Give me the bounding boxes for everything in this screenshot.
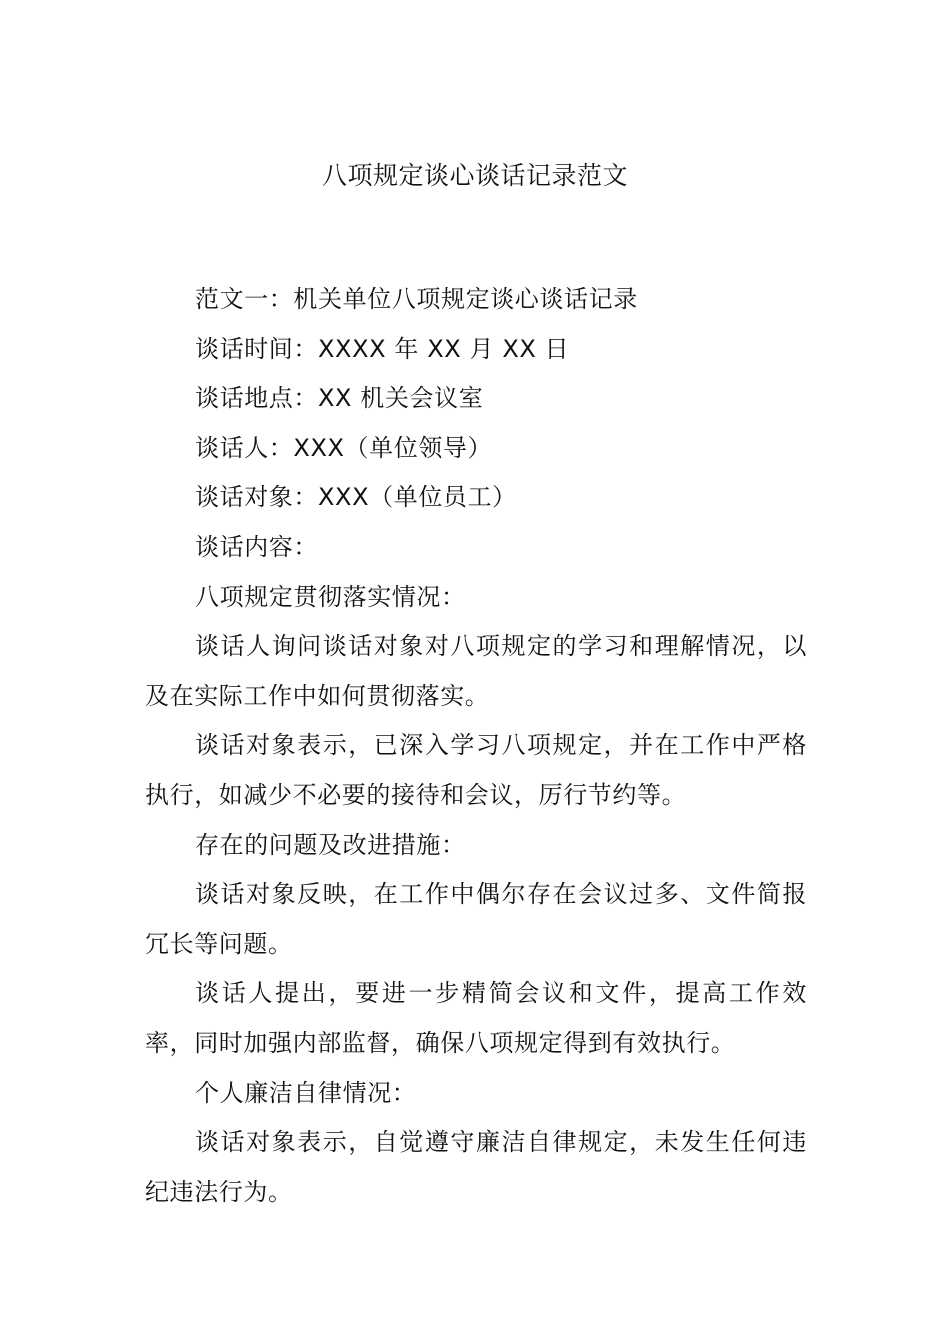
section-heading-sample-one: 范文一：机关单位八项规定谈心谈话记录 — [195, 285, 638, 313]
document-body — [145, 275, 807, 1217]
subheading-implementation: 八项规定贯彻落实情况： — [195, 582, 466, 611]
field-talker: 谈话人：XXX（单位领导） — [195, 433, 493, 462]
field-talk-location: 谈话地点：XX 机关会议室 — [195, 384, 484, 413]
subheading-integrity: 个人廉洁自律情况： — [195, 1078, 417, 1107]
field-talk-time: 谈话时间：XXXX 年 XX 月 XX 日 — [195, 334, 570, 363]
paragraph: 谈话人询问谈话对象对八项规定的学习和理解情况，以及在实际工作中如何贯彻落实。 — [145, 632, 807, 710]
subheading-problems: 存在的问题及改进措施： — [195, 830, 466, 859]
field-talk-target: 谈话对象：XXX（单位员工） — [195, 483, 517, 512]
paragraph: 谈话人提出，要进一步精简会议和文件，提高工作效率，同时加强内部监督，确保八项规定得到有效执行。 — [145, 979, 807, 1057]
document-title: 八项规定谈心谈话记录范文 — [321, 161, 628, 190]
paragraph: 谈话对象表示，自觉遵守廉洁自律规定，未发生任何违纪违法行为。 — [145, 1128, 807, 1206]
paragraph: 谈话对象表示，已深入学习八项规定，并在工作中严格执行，如减少不必要的接待和会议，厉行节约等。 — [145, 731, 807, 809]
field-talk-content-label: 谈话内容： — [195, 532, 318, 561]
paragraph: 谈话对象反映，在工作中偶尔存在会议过多、文件简报冗长等问题。 — [145, 880, 807, 958]
